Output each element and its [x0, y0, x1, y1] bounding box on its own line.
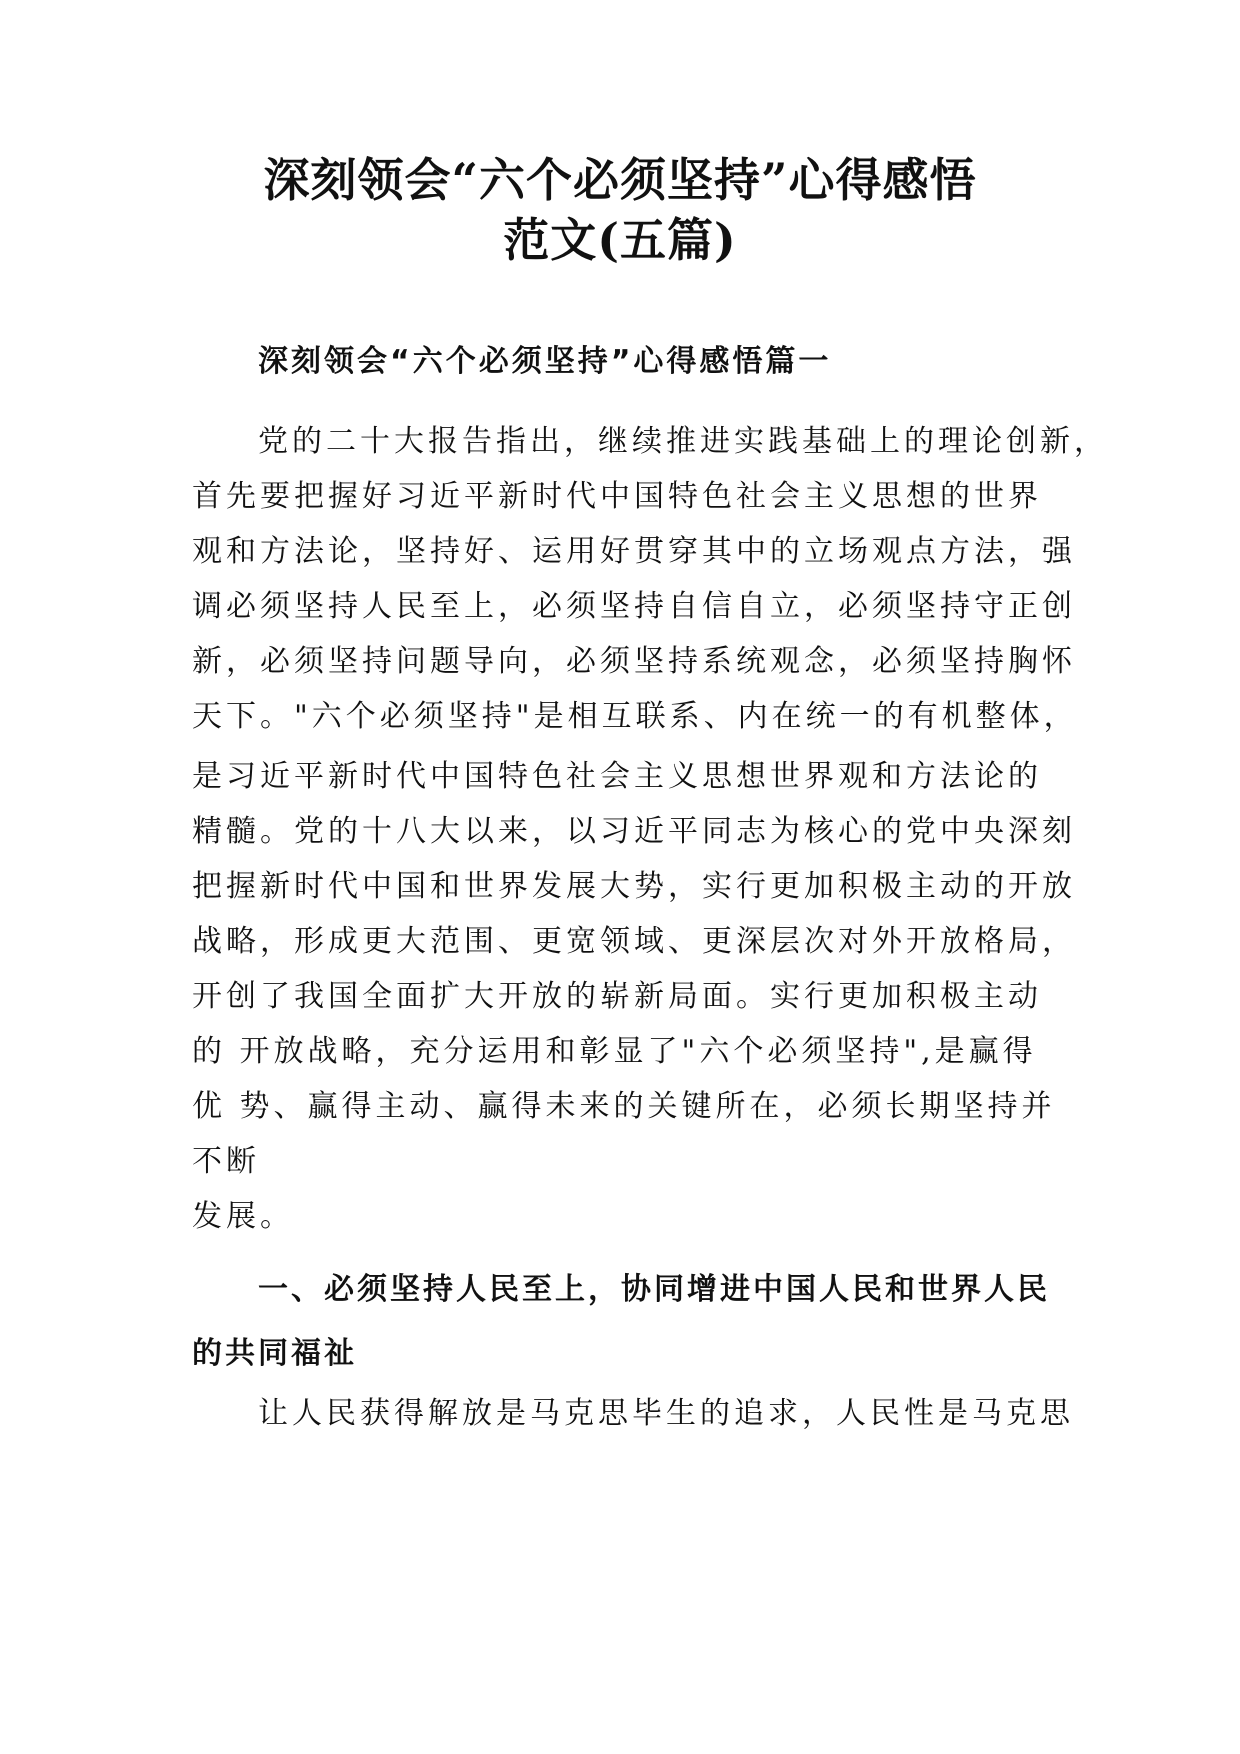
- paragraph-line: 观和方法论，坚持好、运用好贯穿其中的立场观点方法，强: [192, 534, 1076, 569]
- paragraph-line: 让人民获得解放是马克思毕生的追求，人民性是马克思: [258, 1396, 1074, 1431]
- paragraph-line: 调必须坚持人民至上，必须坚持自信自立，必须坚持守正创: [192, 589, 1076, 624]
- paragraph-line: 开创了我国全面扩大开放的崭新局面。实行更加积极主动: [192, 979, 1042, 1014]
- document-title-line-2: 范文(五篇): [503, 213, 737, 267]
- paragraph-line: 优 势、赢得主动、赢得未来的关键所在，必须长期坚持并: [192, 1089, 1056, 1124]
- paragraph-line: 发展。: [192, 1199, 294, 1234]
- paragraph-line: 党的二十大报告指出，继续推进实践基础上的理论创新，: [258, 424, 1108, 459]
- paragraph-line: 把握新时代中国和世界发展大势，实行更加积极主动的开放: [192, 869, 1076, 904]
- section-heading-line: 的共同福祉: [192, 1336, 357, 1371]
- paragraph-line: 天下。"六个必须坚持"是相互联系、内在统一的有机整体，: [192, 699, 1078, 734]
- paragraph-line: 精髓。党的十八大以来，以习近平同志为核心的党中央深刻: [192, 814, 1076, 849]
- paragraph-line: 的 开放战略，充分运用和彰显了"六个必须坚持",是赢得: [192, 1034, 1037, 1069]
- paragraph-line: 不断: [192, 1144, 260, 1179]
- paragraph-line: 首先要把握好习近平新时代中国特色社会主义思想的世界: [192, 479, 1042, 514]
- article-subtitle: 深刻领会“六个必须坚持”心得感悟篇一: [258, 344, 832, 379]
- paragraph-line: 是习近平新时代中国特色社会主义思想世界观和方法论的: [192, 759, 1042, 794]
- paragraph-line: 新，必须坚持问题导向，必须坚持系统观念，必须坚持胸怀: [192, 644, 1076, 679]
- document-title-line-1: 深刻领会“六个必须坚持”心得感悟: [263, 153, 977, 207]
- paragraph-line: 战略，形成更大范围、更宽领域、更深层次对外开放格局，: [192, 924, 1076, 959]
- section-heading-line: 一、必须坚持人民至上，协同增进中国人民和世界人民: [258, 1272, 1050, 1307]
